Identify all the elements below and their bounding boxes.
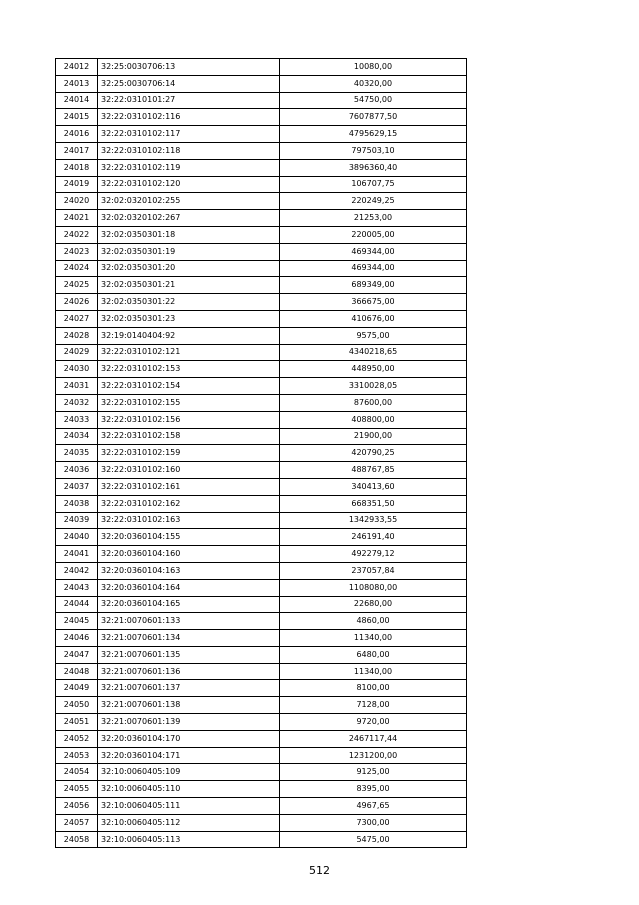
table-row (56, 680, 467, 697)
cadastral-value-cell: 9125,00 (280, 764, 467, 781)
row-number-cell: 24030 (56, 361, 98, 378)
row-number-cell: 24023 (56, 243, 98, 260)
table-row (56, 697, 467, 714)
row-number-cell: 24043 (56, 579, 98, 596)
cadastral-number-cell: 32:02:0350301:20 (98, 260, 280, 277)
cadastral-value-cell: 448950,00 (280, 361, 467, 378)
cadastral-value-cell: 1342933,55 (280, 512, 467, 529)
row-number-cell: 24053 (56, 747, 98, 764)
row-number-cell: 24015 (56, 109, 98, 126)
cadastral-number-cell: 32:22:0310102:162 (98, 495, 280, 512)
row-number-cell: 24034 (56, 428, 98, 445)
cadastral-value-cell: 469344,00 (280, 243, 467, 260)
cadastral-number-cell: 32:20:0360104:160 (98, 546, 280, 563)
table-row (56, 445, 467, 462)
row-number-cell: 24024 (56, 260, 98, 277)
cadastral-value-cell: 366675,00 (280, 294, 467, 311)
row-number-cell: 24040 (56, 529, 98, 546)
cadastral-value-cell: 4967,65 (280, 798, 467, 815)
cadastral-number-cell: 32:21:0070601:136 (98, 663, 280, 680)
table-row (56, 596, 467, 613)
cadastral-value-cell: 410676,00 (280, 310, 467, 327)
cadastral-number-cell: 32:10:0060405:111 (98, 798, 280, 815)
table-row (56, 495, 467, 512)
row-number-cell: 24050 (56, 697, 98, 714)
cadastral-number-cell: 32:10:0060405:112 (98, 814, 280, 831)
table-row (56, 361, 467, 378)
cadastral-value-cell: 22680,00 (280, 596, 467, 613)
cadastral-value-cell: 87600,00 (280, 394, 467, 411)
cadastral-number-cell: 32:02:0350301:19 (98, 243, 280, 260)
row-number-cell: 24056 (56, 798, 98, 815)
table-row (56, 142, 467, 159)
cadastral-number-cell: 32:19:0140404:92 (98, 327, 280, 344)
cadastral-value-cell: 1231200,00 (280, 747, 467, 764)
cadastral-number-cell: 32:22:0310102:158 (98, 428, 280, 445)
row-number-cell: 24017 (56, 142, 98, 159)
cadastral-number-cell: 32:22:0310102:119 (98, 159, 280, 176)
cadastral-value-cell: 340413,60 (280, 478, 467, 495)
row-number-cell: 24031 (56, 378, 98, 395)
cadastral-value-cell: 54750,00 (280, 92, 467, 109)
row-number-cell: 24036 (56, 462, 98, 479)
table-row (56, 630, 467, 647)
cadastral-value-cell: 492279,12 (280, 546, 467, 563)
cadastral-value-cell: 488767,85 (280, 462, 467, 479)
cadastral-value-cell: 469344,00 (280, 260, 467, 277)
row-number-cell: 24049 (56, 680, 98, 697)
table-row (56, 663, 467, 680)
row-number-cell: 24029 (56, 344, 98, 361)
table-row (56, 126, 467, 143)
table-row (56, 781, 467, 798)
cadastral-value-cell: 7300,00 (280, 814, 467, 831)
table-row (56, 176, 467, 193)
cadastral-value-cell: 246191,40 (280, 529, 467, 546)
row-number-cell: 24052 (56, 730, 98, 747)
row-number-cell: 24039 (56, 512, 98, 529)
cadastral-value-cell: 11340,00 (280, 630, 467, 647)
cadastral-value-cell: 8100,00 (280, 680, 467, 697)
row-number-cell: 24018 (56, 159, 98, 176)
cadastral-value-cell: 9720,00 (280, 714, 467, 731)
table-row (56, 478, 467, 495)
cadastral-value-cell: 237057,84 (280, 562, 467, 579)
cadastral-value-cell: 4795629,15 (280, 126, 467, 143)
cadastral-value-cell: 4860,00 (280, 613, 467, 630)
table-row (56, 529, 467, 546)
row-number-cell: 24012 (56, 59, 98, 76)
cadastral-number-cell: 32:20:0360104:165 (98, 596, 280, 613)
table-row (56, 646, 467, 663)
table-row (56, 294, 467, 311)
table-row (56, 764, 467, 781)
table-row (56, 92, 467, 109)
row-number-cell: 24014 (56, 92, 98, 109)
row-number-cell: 24057 (56, 814, 98, 831)
table-row (56, 512, 467, 529)
table-row (56, 378, 467, 395)
table-row (56, 411, 467, 428)
row-number-cell: 24045 (56, 613, 98, 630)
cadastral-value-cell: 11340,00 (280, 663, 467, 680)
row-number-cell: 24026 (56, 294, 98, 311)
cadastral-value-cell: 5475,00 (280, 831, 467, 848)
table-row (56, 310, 467, 327)
cadastral-number-cell: 32:21:0070601:138 (98, 697, 280, 714)
cadastral-value-cell: 220005,00 (280, 226, 467, 243)
cadastral-value-cell: 6480,00 (280, 646, 467, 663)
row-number-cell: 24019 (56, 176, 98, 193)
page-number: 512 (309, 864, 330, 877)
cadastral-number-cell: 32:10:0060405:109 (98, 764, 280, 781)
row-number-cell: 24042 (56, 562, 98, 579)
cadastral-value-cell: 3310028,05 (280, 378, 467, 395)
cadastral-value-cell: 408800,00 (280, 411, 467, 428)
table-row (56, 462, 467, 479)
row-number-cell: 24016 (56, 126, 98, 143)
cadastral-number-cell: 32:22:0310102:116 (98, 109, 280, 126)
cadastral-value-cell: 7128,00 (280, 697, 467, 714)
cadastral-value-cell: 21253,00 (280, 210, 467, 227)
table-row (56, 210, 467, 227)
cadastral-value-cell: 220249,25 (280, 193, 467, 210)
row-number-cell: 24046 (56, 630, 98, 647)
table-row (56, 831, 467, 848)
table-row (56, 75, 467, 92)
cadastral-number-cell: 32:22:0310102:161 (98, 478, 280, 495)
row-number-cell: 24035 (56, 445, 98, 462)
row-number-cell: 24051 (56, 714, 98, 731)
cadastral-number-cell: 32:22:0310102:156 (98, 411, 280, 428)
table-row (56, 193, 467, 210)
cadastral-number-cell: 32:10:0060405:113 (98, 831, 280, 848)
table-row (56, 59, 467, 76)
row-number-cell: 24047 (56, 646, 98, 663)
row-number-cell: 24041 (56, 546, 98, 563)
cadastral-value-cell: 8395,00 (280, 781, 467, 798)
cadastral-number-cell: 32:20:0360104:171 (98, 747, 280, 764)
cadastral-number-cell: 32:22:0310102:159 (98, 445, 280, 462)
row-number-cell: 24058 (56, 831, 98, 848)
table-row (56, 814, 467, 831)
cadastral-value-cell: 10080,00 (280, 59, 467, 76)
table-row (56, 714, 467, 731)
row-number-cell: 24044 (56, 596, 98, 613)
row-number-cell: 24038 (56, 495, 98, 512)
cadastral-value-cell: 2467117,44 (280, 730, 467, 747)
row-number-cell: 24054 (56, 764, 98, 781)
cadastral-value-cell: 797503,10 (280, 142, 467, 159)
row-number-cell: 24013 (56, 75, 98, 92)
cadastral-value-cell: 1108080,00 (280, 579, 467, 596)
cadastral-number-cell: 32:22:0310102:120 (98, 176, 280, 193)
row-number-cell: 24032 (56, 394, 98, 411)
row-number-cell: 24037 (56, 478, 98, 495)
cadastral-value-cell: 21900,00 (280, 428, 467, 445)
cadastral-number-cell: 32:25:0030706:14 (98, 75, 280, 92)
cadastral-number-cell: 32:02:0350301:22 (98, 294, 280, 311)
table-row (56, 226, 467, 243)
row-number-cell: 24055 (56, 781, 98, 798)
cadastral-value-cell: 668351,50 (280, 495, 467, 512)
table-row (56, 260, 467, 277)
cadastral-number-cell: 32:22:0310102:118 (98, 142, 280, 159)
table-row (56, 277, 467, 294)
row-number-cell: 24033 (56, 411, 98, 428)
table-row (56, 747, 467, 764)
cadastral-number-cell: 32:22:0310102:155 (98, 394, 280, 411)
cadastral-number-cell: 32:02:0350301:21 (98, 277, 280, 294)
cadastral-value-cell: 7607877,50 (280, 109, 467, 126)
row-number-cell: 24027 (56, 310, 98, 327)
cadastral-number-cell: 32:22:0310102:163 (98, 512, 280, 529)
cadastral-number-cell: 32:21:0070601:133 (98, 613, 280, 630)
table-row (56, 344, 467, 361)
cadastral-value-cell: 420790,25 (280, 445, 467, 462)
row-number-cell: 24028 (56, 327, 98, 344)
cadastral-number-cell: 32:10:0060405:110 (98, 781, 280, 798)
table-row (56, 730, 467, 747)
cadastral-value-cell: 689349,00 (280, 277, 467, 294)
table-row (56, 546, 467, 563)
cadastral-number-cell: 32:02:0350301:18 (98, 226, 280, 243)
cadastral-number-cell: 32:20:0360104:170 (98, 730, 280, 747)
cadastral-number-cell: 32:22:0310102:154 (98, 378, 280, 395)
table-row (56, 394, 467, 411)
cadastral-number-cell: 32:20:0360104:164 (98, 579, 280, 596)
row-number-cell: 24020 (56, 193, 98, 210)
table-row (56, 428, 467, 445)
table-row (56, 159, 467, 176)
cadastral-number-cell: 32:02:0320102:255 (98, 193, 280, 210)
table-row (56, 613, 467, 630)
cadastral-number-cell: 32:02:0350301:23 (98, 310, 280, 327)
cadastral-number-cell: 32:20:0360104:163 (98, 562, 280, 579)
row-number-cell: 24021 (56, 210, 98, 227)
cadastral-number-cell: 32:21:0070601:134 (98, 630, 280, 647)
cadastral-number-cell: 32:21:0070601:137 (98, 680, 280, 697)
cadastral-number-cell: 32:22:0310102:153 (98, 361, 280, 378)
cadastral-number-cell: 32:22:0310102:117 (98, 126, 280, 143)
cadastral-number-cell: 32:22:0310101:27 (98, 92, 280, 109)
table-row (56, 562, 467, 579)
row-number-cell: 24022 (56, 226, 98, 243)
cadastral-number-cell: 32:25:0030706:13 (98, 59, 280, 76)
cadastral-number-cell: 32:21:0070601:139 (98, 714, 280, 731)
cadastral-value-cell: 3896360,40 (280, 159, 467, 176)
row-number-cell: 24048 (56, 663, 98, 680)
table-row (56, 243, 467, 260)
table-row (56, 327, 467, 344)
cadastral-value-cell: 9575,00 (280, 327, 467, 344)
cadastral-value-cell: 106707,75 (280, 176, 467, 193)
cadastral-number-cell: 32:22:0310102:121 (98, 344, 280, 361)
row-number-cell: 24025 (56, 277, 98, 294)
cadastral-number-cell: 32:20:0360104:155 (98, 529, 280, 546)
cadastral-number-cell: 32:02:0320102:267 (98, 210, 280, 227)
table-row (56, 579, 467, 596)
cadastral-value-cell: 4340218,65 (280, 344, 467, 361)
cadastral-value-table (55, 58, 467, 848)
table-row (56, 798, 467, 815)
cadastral-value-cell: 40320,00 (280, 75, 467, 92)
cadastral-number-cell: 32:22:0310102:160 (98, 462, 280, 479)
cadastral-number-cell: 32:21:0070601:135 (98, 646, 280, 663)
table-row (56, 109, 467, 126)
table-body (56, 59, 467, 848)
